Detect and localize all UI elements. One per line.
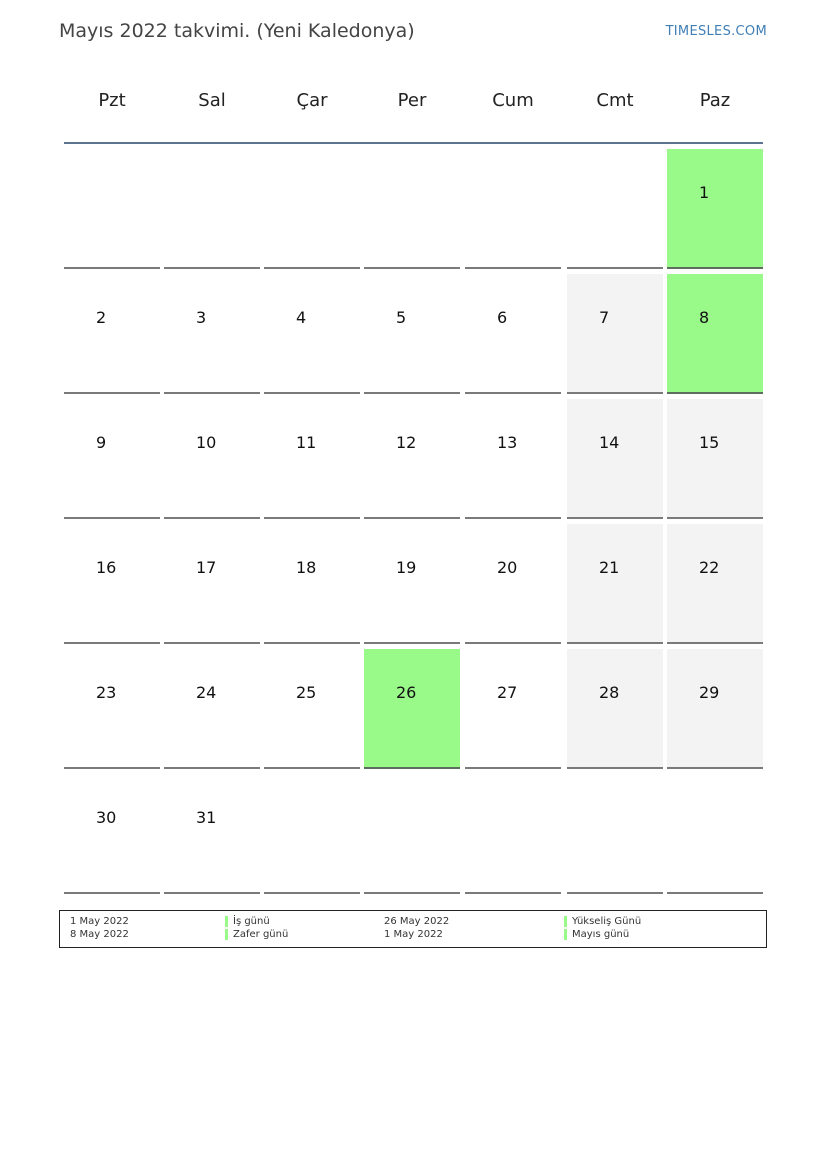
calendar-day (64, 274, 160, 394)
calendar-day-weekend (567, 399, 663, 519)
calendar-day-empty (465, 774, 561, 894)
day-number: 8 (699, 308, 710, 327)
day-number: 6 (497, 308, 508, 327)
calendar-day-weekend (667, 524, 763, 644)
day-number: 2 (96, 308, 107, 327)
calendar-day (364, 524, 460, 644)
weekday-header (64, 90, 763, 120)
weekday-label: Cum (492, 90, 534, 111)
day-number: 13 (497, 433, 518, 452)
weekday-label: Sal (198, 90, 226, 111)
day-number: 7 (599, 308, 610, 327)
calendar-day (164, 524, 260, 644)
calendar-day (64, 524, 160, 644)
calendar-day (164, 774, 260, 894)
day-number: 24 (196, 683, 217, 702)
calendar-day-weekend (567, 274, 663, 394)
calendar-day (264, 274, 360, 394)
page-title: Mayıs 2022 takvimi. (Yeni Kaledonya) (59, 20, 415, 42)
header-divider (64, 142, 763, 144)
day-number: 26 (396, 683, 417, 702)
calendar-day (64, 399, 160, 519)
day-number: 17 (196, 558, 217, 577)
calendar-day-empty (264, 149, 360, 269)
calendar-day-weekend (567, 524, 663, 644)
calendar-day (164, 399, 260, 519)
legend-date: 26 May 2022 (384, 916, 450, 927)
calendar-day-weekend (667, 649, 763, 769)
legend-name: Yükseliş Günü (572, 916, 642, 927)
day-number: 21 (599, 558, 620, 577)
day-number: 29 (699, 683, 720, 702)
day-number: 28 (599, 683, 620, 702)
calendar-day-empty (667, 774, 763, 894)
day-number: 23 (96, 683, 117, 702)
day-number: 10 (196, 433, 217, 452)
legend-color-marker (564, 916, 567, 927)
calendar-day-empty (264, 774, 360, 894)
day-number: 16 (96, 558, 117, 577)
legend-date: 8 May 2022 (70, 929, 129, 940)
day-number: 5 (396, 308, 407, 327)
day-number: 14 (599, 433, 620, 452)
calendar-day-weekend (667, 399, 763, 519)
weekday-label: Per (397, 90, 427, 111)
calendar-day (64, 774, 160, 894)
day-number: 25 (296, 683, 317, 702)
calendar-day (465, 399, 561, 519)
day-number: 31 (196, 808, 217, 827)
day-number: 3 (196, 308, 207, 327)
calendar-grid (64, 149, 763, 895)
calendar-day-empty (465, 149, 561, 269)
calendar-day (264, 399, 360, 519)
calendar-day (364, 274, 460, 394)
calendar-day-holiday (667, 149, 763, 269)
calendar-day-holiday (364, 649, 460, 769)
day-number: 15 (699, 433, 720, 452)
calendar-day (164, 274, 260, 394)
day-number: 4 (296, 308, 307, 327)
calendar-day (164, 649, 260, 769)
calendar-day (264, 524, 360, 644)
calendar-day (64, 649, 160, 769)
calendar-day (465, 649, 561, 769)
site-link[interactable]: TIMESLES.COM (665, 24, 767, 39)
calendar-day-empty (567, 149, 663, 269)
calendar-day (465, 274, 561, 394)
day-number: 19 (396, 558, 417, 577)
calendar-day-weekend (567, 649, 663, 769)
day-number: 11 (296, 433, 317, 452)
legend-color-marker (564, 929, 567, 940)
day-number: 1 (699, 183, 710, 202)
legend-name: Zafer günü (233, 929, 289, 940)
calendar-day-empty (164, 149, 260, 269)
calendar-day (465, 524, 561, 644)
legend-color-marker (225, 916, 228, 927)
day-number: 12 (396, 433, 417, 452)
day-number: 27 (497, 683, 518, 702)
weekday-label: Çar (296, 90, 328, 111)
calendar-day (264, 649, 360, 769)
legend-date: 1 May 2022 (384, 929, 443, 940)
calendar-day-empty (364, 149, 460, 269)
day-number: 30 (96, 808, 117, 827)
holiday-legend (59, 910, 767, 948)
calendar-day-empty (567, 774, 663, 894)
calendar-day-holiday (667, 274, 763, 394)
day-number: 18 (296, 558, 317, 577)
calendar-day-empty (64, 149, 160, 269)
legend-name: İş günü (233, 916, 270, 927)
weekday-label: Cmt (596, 90, 634, 111)
legend-name: Mayıs günü (572, 929, 630, 940)
day-number: 20 (497, 558, 518, 577)
calendar-day-empty (364, 774, 460, 894)
weekday-label: Paz (699, 90, 731, 111)
calendar-day (364, 399, 460, 519)
day-number: 9 (96, 433, 107, 452)
day-number: 22 (699, 558, 720, 577)
legend-date: 1 May 2022 (70, 916, 129, 927)
weekday-label: Pzt (98, 90, 126, 111)
legend-color-marker (225, 929, 228, 940)
